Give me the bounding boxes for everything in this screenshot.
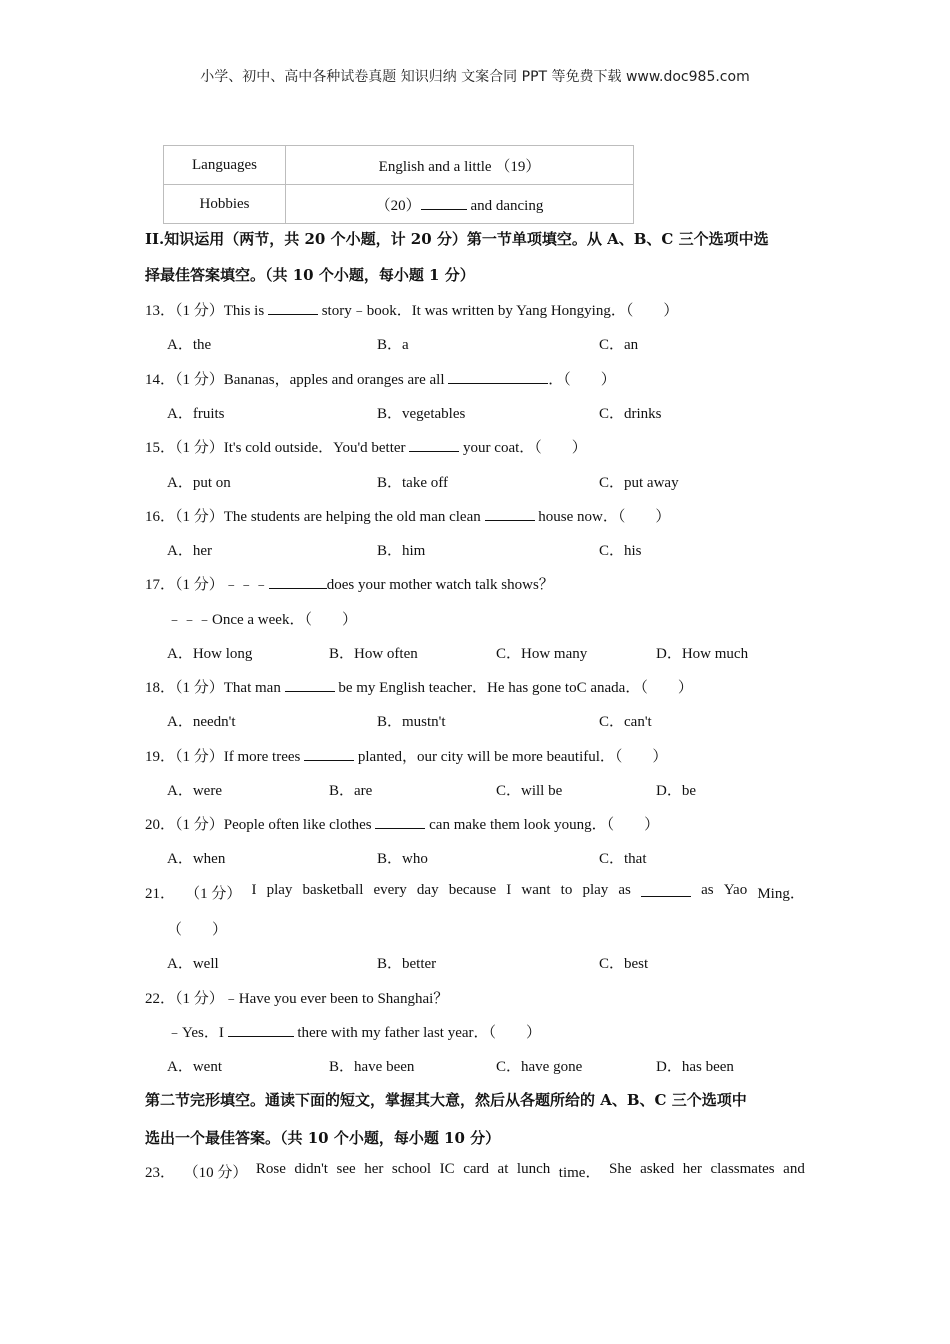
option-a: A．well bbox=[167, 956, 219, 972]
table-label: Hobbies bbox=[164, 185, 286, 224]
option-d: D．How much bbox=[656, 646, 749, 662]
option-d: D．be bbox=[656, 783, 696, 799]
answer-blank bbox=[421, 195, 467, 210]
answer-blank bbox=[285, 677, 335, 692]
answer-blank bbox=[485, 506, 535, 521]
option-b: B．are bbox=[329, 783, 373, 799]
option-c: C．drinks bbox=[599, 406, 662, 422]
question-20: 20．（1 分）People often like clothes can make them look young．（ ） bbox=[145, 813, 659, 834]
option-a: A．fruits bbox=[167, 406, 225, 422]
option-a: A．went bbox=[167, 1059, 222, 1075]
option-c: C．have gone bbox=[496, 1059, 583, 1075]
table-label: Languages bbox=[164, 146, 286, 185]
table-value: （20） and dancing bbox=[286, 185, 634, 224]
question-22: 22．（1 分）﹣Have you ever been to Shanghai？ bbox=[145, 991, 449, 1007]
option-a: A．her bbox=[167, 543, 212, 559]
section-heading: 第二节完形填空。通读下面的短文，掌握其大意，然后从各题所给的 A、B、C 三个选项中 bbox=[145, 1091, 747, 1109]
page-header: 小学、初中、高中各种试卷真题 知识归纳 文案合同 PPT 等免费下载 www.doc985.com bbox=[200, 69, 750, 85]
table-row bbox=[164, 185, 634, 224]
option-a: A．were bbox=[167, 783, 222, 799]
option-b: B．who bbox=[377, 851, 428, 867]
section-heading: 选出一个最佳答案。（共 10 个小题，每小题 10 分） bbox=[145, 1129, 501, 1147]
answer-blank bbox=[409, 437, 459, 452]
section-heading: II.知识运用（两节，共 20 个小题，计 20 分）第一节单项填空。从 A、B、C 三个选项中选 bbox=[145, 230, 769, 248]
option-c: C．his bbox=[599, 543, 642, 559]
answer-blank bbox=[304, 746, 354, 761]
option-b: B．have been bbox=[329, 1059, 415, 1075]
option-b: B．him bbox=[377, 543, 426, 559]
question-14: 14．（1 分）Bananas，apples and oranges are all ．（ ） bbox=[145, 368, 616, 389]
question-21-bracket: （ ） bbox=[167, 922, 228, 938]
question-15: 15．（1 分）It's cold outside．You'd better your coat．（ ） bbox=[145, 436, 587, 457]
option-a: A．when bbox=[167, 851, 226, 867]
answer-blank bbox=[375, 814, 425, 829]
option-a: A．the bbox=[167, 337, 212, 353]
question-21: 21． （1 分） I play basketball every day because I want to play as as Yao Ming． bbox=[145, 882, 805, 902]
option-c: C．an bbox=[599, 337, 639, 353]
answer-blank bbox=[228, 1022, 294, 1037]
answer-blank bbox=[448, 369, 548, 384]
section-heading: 择最佳答案填空。（共 10 个小题，每小题 1 分） bbox=[145, 266, 475, 284]
question-17: 17．（1 分）﹣﹣﹣ does your mother watch talk shows？ bbox=[145, 573, 554, 594]
answer-blank bbox=[641, 882, 691, 897]
option-c: C．that bbox=[599, 851, 647, 867]
answer-blank bbox=[269, 574, 327, 589]
question-23: 23． （10 分） Rose didn't see her school IC card at lunch time． She asked her classmates and bbox=[145, 1161, 805, 1181]
table-row bbox=[164, 146, 634, 185]
question-19: 19．（1 分）If more trees planted，our city will be more beautiful．（ ） bbox=[145, 745, 667, 766]
question-13: 13．（1 分）This is story﹣book．It was written by Yang Hongying．（ ） bbox=[145, 299, 678, 320]
question-17-reply: ﹣﹣﹣Once a week．（ ） bbox=[167, 612, 357, 628]
option-b: B．take off bbox=[377, 475, 448, 491]
option-c: C．put away bbox=[599, 475, 679, 491]
info-table bbox=[163, 145, 634, 224]
option-b: B．mustn't bbox=[377, 714, 446, 730]
question-16: 16．（1 分）The students are helping the old man clean house now．（ ） bbox=[145, 505, 670, 526]
option-a: A．How long bbox=[167, 646, 253, 662]
option-c: C．can't bbox=[599, 714, 652, 730]
option-b: B．better bbox=[377, 956, 437, 972]
answer-blank bbox=[268, 300, 318, 315]
option-c: C．best bbox=[599, 956, 649, 972]
option-b: B．vegetables bbox=[377, 406, 466, 422]
option-a: A．put on bbox=[167, 475, 231, 491]
option-b: B．a bbox=[377, 337, 409, 353]
option-d: D．has been bbox=[656, 1059, 734, 1075]
question-18: 18．（1 分）That man be my English teacher．He has gone toC anada．（ ） bbox=[145, 676, 693, 697]
option-a: A．needn't bbox=[167, 714, 236, 730]
option-c: C．will be bbox=[496, 783, 563, 799]
question-22-reply: ﹣Yes．I there with my father last year．（ ） bbox=[167, 1021, 541, 1042]
table-value: English and a little （19） bbox=[286, 146, 634, 185]
option-c: C．How many bbox=[496, 646, 588, 662]
option-b: B．How often bbox=[329, 646, 418, 662]
